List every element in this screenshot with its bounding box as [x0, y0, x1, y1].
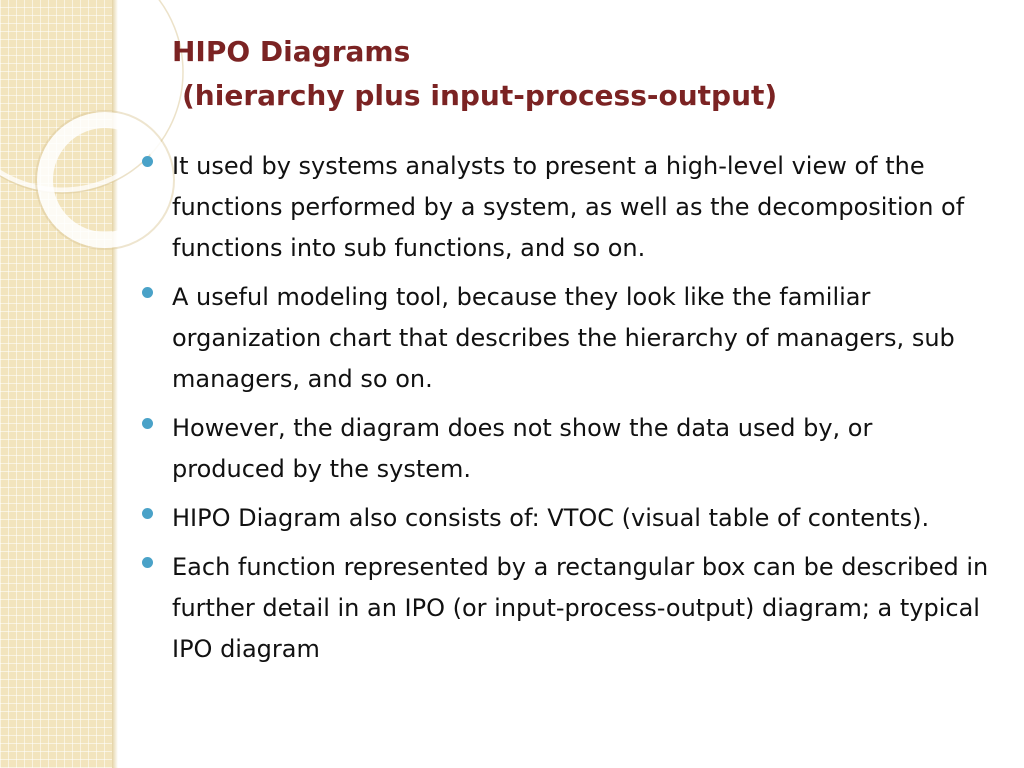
- bullet-dot-icon: [142, 508, 153, 519]
- bullet-dot-icon: [142, 418, 153, 429]
- bullet-item: [140, 408, 990, 490]
- bullet-item: [140, 146, 990, 269]
- slide-title-line2: (hierarchy plus input-process-output): [182, 79, 778, 112]
- bullet-dot-icon: [142, 287, 153, 298]
- slide-title: [172, 30, 777, 118]
- bullet-text: A useful modeling tool, because they look like the familiar organization chart that describes the hierarchy of managers, sub managers, and so on.: [172, 283, 955, 393]
- bullet-text: HIPO Diagram also consists of: VTOC (visual table of contents).: [172, 504, 930, 532]
- bullet-item: [140, 547, 990, 670]
- bullet-dot-icon: [142, 156, 153, 167]
- bullet-text: However, the diagram does not show the data used by, or produced by the system.: [172, 414, 873, 483]
- bullet-dot-icon: [142, 557, 153, 568]
- bullet-item: [140, 498, 990, 539]
- bullet-item: [140, 277, 990, 400]
- bullet-list: [140, 146, 990, 678]
- slide-title-line1: HIPO Diagrams: [172, 35, 411, 68]
- bullet-text: It used by systems analysts to present a high-level view of the functions performed by a system, as well as the decomposition of functions into sub functions, and so on.: [172, 152, 965, 262]
- bullet-text: Each function represented by a rectangular box can be described in further detail in an IPO (or input-process-output) diagram; a typical IPO diagram: [172, 553, 989, 663]
